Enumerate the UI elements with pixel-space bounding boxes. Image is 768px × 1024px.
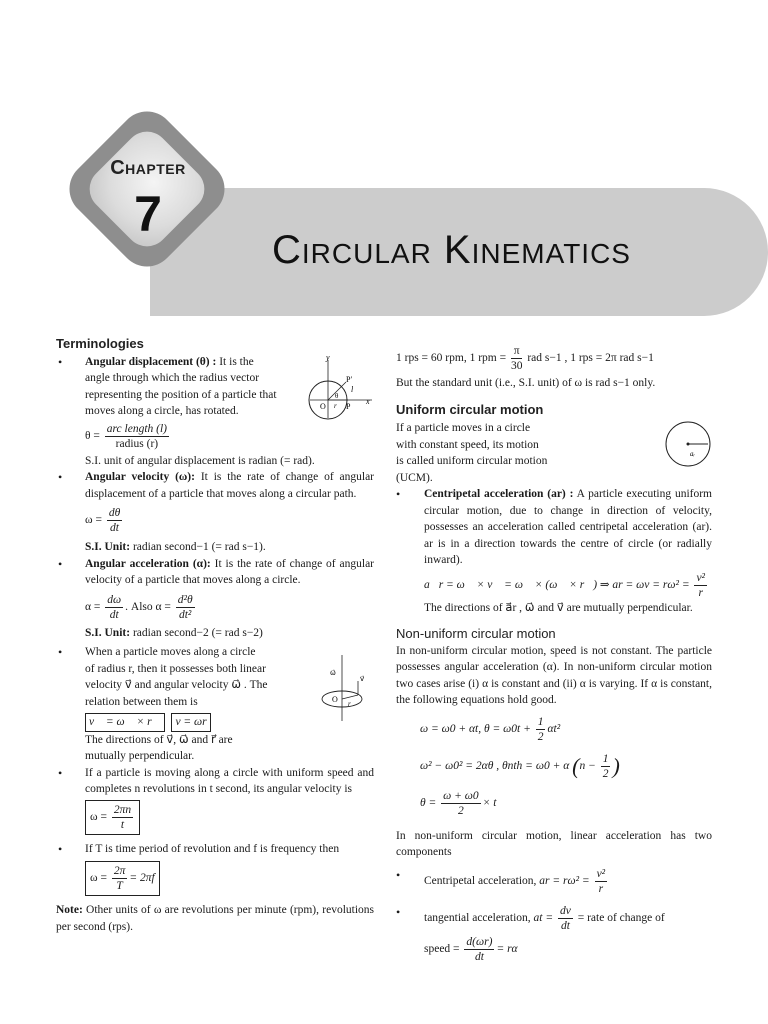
bullet: • (58, 841, 63, 856)
section-heading-non-uniform: Non-uniform circular motion (396, 626, 556, 641)
chapter-label: Chapter (110, 157, 186, 179)
text: angular velocity of a particle that moves along a circle. (85, 557, 375, 586)
bullet: • (58, 354, 63, 369)
text: A particle executing (573, 488, 672, 500)
boxed-equation-period (56, 861, 374, 896)
eq-lhs: ω = (90, 810, 107, 823)
term-centripetal-acceleration: Centripetal acceleration (ar) : (424, 488, 574, 500)
si-unit-angular-acceleration (56, 625, 374, 642)
boxed-equation-scalar: v = ωr (171, 713, 210, 732)
axis-label-x: x (366, 397, 370, 406)
bullet: • (396, 904, 401, 919)
uniform-circular-motion-figure (660, 418, 716, 468)
equation-alpha (56, 593, 374, 622)
term-angular-velocity: Angular velocity (ω): (85, 471, 195, 483)
eq-lhs: ω = (90, 872, 107, 885)
text: If T is time period of revolution and f is frequency then (85, 842, 340, 855)
si-unit-angular-velocity (56, 539, 374, 556)
list-item (396, 904, 712, 933)
boxed-equation-ucm (56, 800, 374, 835)
text: (UCM). (396, 471, 433, 484)
text: and completes n revolutions in t second, its angular (85, 766, 375, 795)
boxed-equation-vector: v⃗ = ω⃗ × r⃗ (85, 713, 165, 732)
acceleration-label: aᵣ (690, 450, 696, 458)
eq-denominator: 2 (537, 730, 544, 743)
eq-body: ar = rω² = (539, 874, 590, 887)
ucm-definition (396, 420, 566, 486)
text: When a particle moves along a circle (85, 646, 256, 658)
list-item (396, 486, 712, 569)
bullet: • (58, 765, 63, 780)
text: mutually perpendicular. (85, 750, 195, 762)
text: uniform circular motion, due to change in direction of (424, 488, 712, 517)
direction-note: The directions of a⃗r , ω⃗ and v⃗ are mutually perpendicular. (424, 601, 693, 614)
si-unit-label: S.I. Unit: (85, 541, 131, 553)
bullet: • (58, 556, 63, 571)
non-uniform-paragraph (396, 643, 712, 709)
velocity-label: v⃗ (360, 675, 365, 683)
eq-body: ω = ω0 + αt, θ = ω0t + (420, 722, 531, 735)
text: path. (333, 487, 357, 500)
angular-displacement-figure (300, 352, 378, 422)
eq-numerator: v² (596, 867, 606, 880)
equation-centripetal (396, 571, 712, 600)
linear-acceleration-paragraph (396, 828, 712, 861)
section-heading-terminologies: Terminologies (56, 336, 144, 351)
eq-lhs: ω = (85, 514, 102, 527)
text: circular motion two cases arise (i) α is constant and (ii) α is (396, 661, 713, 690)
eq-numerator: 1 (537, 715, 544, 728)
text: Centripetal acceleration, (424, 874, 537, 887)
left-column (56, 336, 374, 935)
eq-tail: αt² (547, 722, 561, 735)
equation-theta (56, 422, 374, 451)
eq-lhs: α = (85, 600, 101, 613)
eq-denominator: 2 (602, 767, 609, 780)
eq-numerator: 1 (602, 752, 609, 765)
bullet: • (58, 470, 63, 484)
text: speed = (424, 942, 460, 955)
eq-tail: = rα (496, 942, 518, 955)
eq-body: a⃗r = ω⃗ × v⃗ = ω⃗ × (ω⃗ × r⃗) ⇒ ar = ωv = rω² = (424, 578, 690, 591)
chapter-number: 7 (134, 186, 162, 242)
equation-kinematics-2: ω² − ω0² = 2αθ , θnth = ω0 + α (n − $\frac{1}{2}$ ) (420, 752, 620, 780)
eq-denominator: t (120, 818, 125, 831)
eq-denominator: dt (109, 608, 119, 621)
text: In non-uniform circular motion, linear acceleration has two (396, 829, 712, 842)
text: varying. If α is constant, the following equations hold good. (396, 677, 712, 706)
list-item (56, 556, 374, 589)
eq-numerator: dω (107, 593, 122, 606)
eq-part: n − (579, 759, 596, 772)
text: rad s−1 , 1 rps = 2π rad s−1 (527, 352, 654, 365)
si-unit-label: S.I. Unit: (85, 626, 131, 639)
radius-label-r: r (334, 402, 337, 410)
eq-numerator: π (511, 344, 523, 359)
radius-line (342, 695, 358, 699)
eq-numerator: 2πn (113, 803, 132, 816)
text: In non-uniform circular motion, speed is not constant. The (396, 644, 674, 657)
text: angle through which the radius vector (85, 372, 260, 384)
eq-lhs: θ = (85, 429, 100, 442)
page-title: Circular Kinematics (272, 228, 631, 272)
text: Other units of ω are revolutions per minute (rpm), (82, 904, 320, 916)
si-unit-angular-displacement: S.I. unit of angular displacement is radian (= rad). (85, 454, 315, 467)
origin-label: O (320, 402, 326, 411)
text: with constant speed, its motion (396, 438, 539, 451)
text: The directions of v⃗, ω⃗ and r⃗ are (85, 733, 233, 746)
eq-numerator: dv (559, 904, 571, 917)
equation-omega (56, 506, 374, 535)
bullet: • (58, 645, 63, 659)
equation-kinematics-1 (396, 715, 712, 744)
eq-body: at = (533, 911, 554, 924)
text: relation between them is (85, 695, 198, 708)
eq-numerator: 2π (113, 865, 126, 877)
list-item (396, 867, 712, 896)
point-label-p: P (346, 402, 351, 411)
eq-denominator: dt (474, 950, 484, 963)
origin-label: O (332, 695, 338, 704)
text: It is the rate of change of (210, 557, 336, 570)
term-angular-acceleration: Angular acceleration (α): (85, 557, 211, 570)
eq-denominator: dt (110, 522, 119, 534)
text: velocity is (304, 783, 353, 795)
text: representing the position of a particle that (85, 388, 277, 401)
rps-conversion (396, 344, 712, 373)
text: moves along a circle, has rotated. (85, 405, 239, 417)
text: If a particle is moving along a circle with uniform speed (85, 766, 354, 779)
equation-kinematics-3 (396, 789, 712, 818)
si-unit-note: But the standard unit (i.e., S.I. unit) of ω is rad s−1 only. (396, 377, 656, 389)
eq-numerator: v² (696, 571, 706, 584)
eq-denominator: 2 (458, 804, 464, 817)
text: If a particle moves in a circle (396, 422, 531, 434)
eq-numerator: ω + ω0 (443, 789, 479, 802)
eq-tail: × t (482, 796, 497, 809)
term-angular-displacement: Angular displacement (θ) : (85, 355, 217, 368)
bullet: • (396, 867, 401, 882)
list-item (56, 841, 374, 858)
text: circle (or radially inward). (424, 537, 712, 566)
text: tangential acceleration, (424, 911, 531, 924)
text: revolutions per second (rps). (56, 904, 375, 933)
list-item (56, 469, 374, 502)
eq-denominator: T (116, 880, 123, 892)
arc-label-l: l (351, 385, 354, 394)
eq-denominator: dt² (178, 608, 192, 621)
angle-label-theta: θ (335, 392, 339, 400)
note (56, 902, 374, 935)
text: acceleration (ar). ar is in a direction towards the centre of (424, 521, 712, 550)
eq-numerator: dθ (108, 507, 121, 519)
text: = rate of change of (577, 911, 665, 924)
text: particle possesses angular acceleration (α). In non-uniform (396, 644, 713, 673)
text: velocity v⃗ and angular velocity ω⃗ . The (85, 679, 268, 691)
text: components (396, 846, 452, 858)
section-heading-ucm: Uniform circular motion (396, 401, 544, 417)
point-label-p-prime: P′ (346, 375, 353, 384)
equation-speed (396, 935, 712, 964)
eq-numerator: d²θ (177, 593, 193, 606)
eq-denominator: r (598, 882, 604, 895)
bullet: • (396, 487, 401, 501)
text: radian second−2 (= rad s−2) (130, 626, 263, 639)
text: is called uniform circular motion (396, 455, 548, 467)
eq-body: ω² − ω0² = 2αθ , θnth = ω0 + α (420, 759, 570, 772)
eq-denominator: dt (560, 919, 570, 932)
text: velocity, possesses an acceleration called centripetal (424, 504, 712, 533)
eq-rhs: = 2πf (129, 872, 155, 885)
text: 1 rps = 60 rpm, 1 rpm = (396, 352, 507, 365)
eq-denominator: 30 (510, 360, 523, 372)
list-item (56, 765, 374, 798)
eq-numerator: d(ωr) (466, 935, 493, 948)
text: displacement of a particle that moves along a circular (85, 487, 331, 500)
eq-lhs: θ = (420, 796, 437, 809)
text: It is the (216, 355, 254, 368)
center-point (687, 443, 690, 446)
text: of radius r, then it possesses both linear (85, 662, 266, 675)
note-label: Note: (56, 904, 83, 916)
axis-label-y: y (326, 353, 330, 362)
eq-denominator: r (698, 586, 703, 599)
eq-denominator: radius (r) (115, 437, 159, 450)
text: . Also α = (125, 600, 171, 613)
radius-label: r⃗ (348, 700, 357, 708)
text: radian second−1 (= rad s−1). (130, 541, 266, 553)
velocity-relation-figure (316, 655, 376, 723)
eq-numerator: arc length (l) (106, 422, 168, 435)
omega-label: ω⃗ (330, 669, 336, 677)
text: It is the rate of change of angular (194, 471, 375, 483)
